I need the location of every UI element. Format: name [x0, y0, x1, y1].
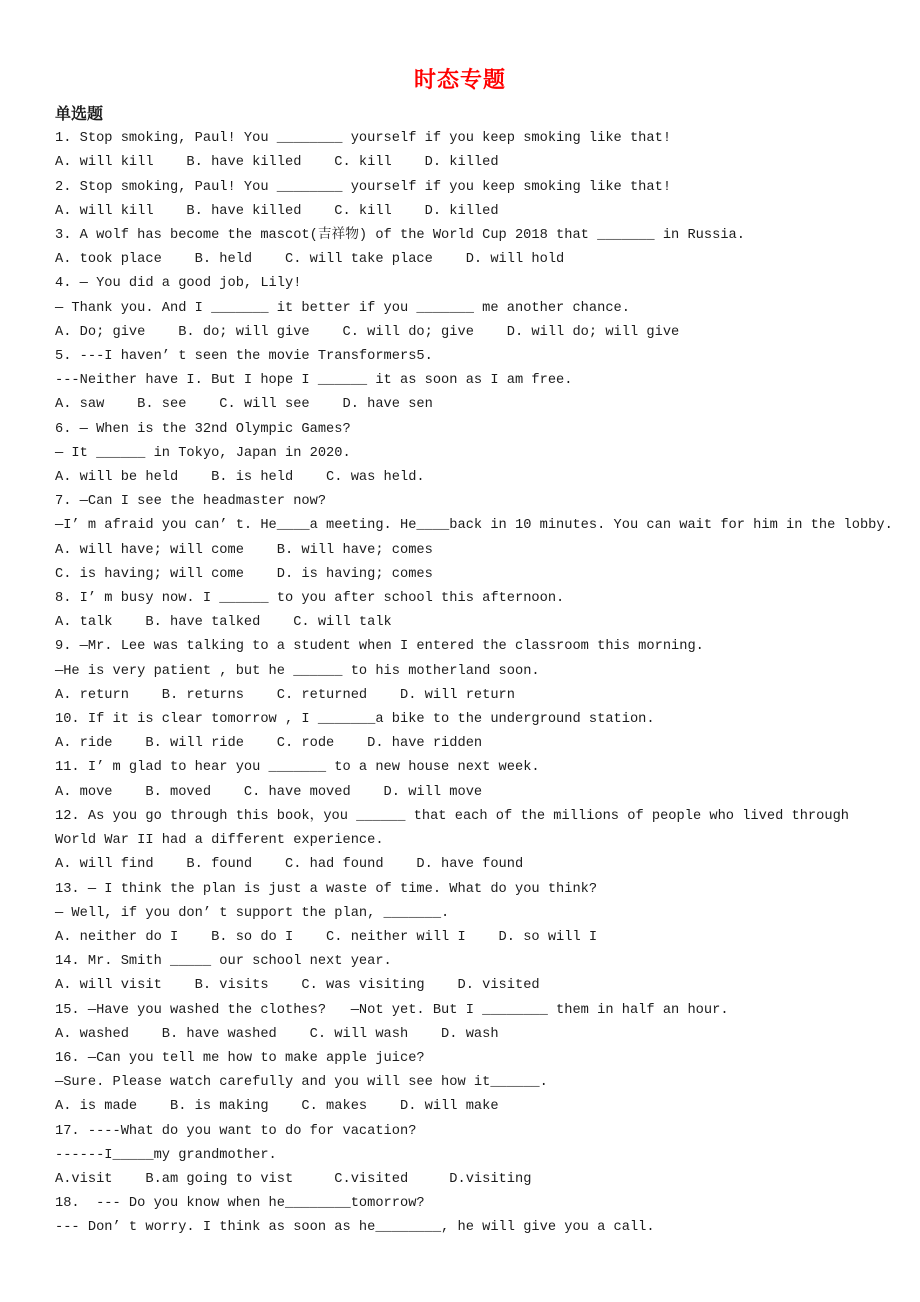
question-7-line-1: 7. —Can I see the headmaster now? [55, 494, 327, 510]
question-4-line-1: 4. — You did a good job, Lily! [55, 276, 302, 292]
question-11-line-1: 11. I’ m glad to hear you _______ to a new house next week. [55, 760, 540, 776]
question-1-line-2: A. will kill B. have killed C. kill D. killed [55, 155, 499, 171]
question-5-line-2: ---Neither have I. But I hope I ______ it as soon as I am free. [55, 373, 573, 389]
section-heading: 单选题 [55, 106, 104, 123]
question-1-line-1: 1. Stop smoking, Paul! You ________ yourself if you keep smoking like that! [55, 131, 672, 147]
page-title: 时态专题 [413, 67, 506, 92]
question-6-line-2: — It ______ in Tokyo, Japan in 2020. [55, 445, 351, 461]
question-17-line-2: ------I_____my grandmother. [55, 1147, 277, 1163]
question-9-line-3: A. return B. returns C. returned D. will return [55, 687, 515, 703]
question-7-line-4: C. is having; will come D. is having; comes [55, 566, 433, 582]
question-12-line-3: A. will find B. found C. had found D. have found [55, 857, 524, 873]
question-6-line-1: 6. — When is the 32nd Olympic Games? [55, 421, 351, 437]
question-12-line-2: World War II had a different experience. [55, 833, 384, 849]
question-17-line-3: A.visit B.am going to vist C.visited D.visiting [55, 1171, 532, 1187]
question-3-line-2: A. took place B. held C. will take place D. will hold [55, 252, 565, 268]
question-14-line-1: 14. Mr. Smith _____ our school next year. [55, 954, 392, 970]
question-3-line-1: 3. A wolf has become the mascot(吉祥物) of the World Cup 2018 that _______ in Russia. [55, 228, 745, 244]
question-11-line-2: A. move B. moved C. have moved D. will move [55, 784, 483, 800]
question-18-line-1: 18. --- Do you know when he________tomorrow? [55, 1196, 425, 1212]
question-2-line-1: 2. Stop smoking, Paul! You ________ yourself if you keep smoking like that! [55, 179, 672, 195]
question-9-line-1: 9. —Mr. Lee was talking to a student when I entered the classroom this morning. [55, 639, 704, 655]
question-6-line-3: A. will be held B. is held C. was held. [55, 470, 425, 486]
question-2-line-2: A. will kill B. have killed C. kill D. killed [55, 203, 499, 219]
question-15-line-1: 15. —Have you washed the clothes? —Not yet. But I ________ them in half an hour. [55, 1002, 729, 1018]
question-13-line-3: A. neither do I B. so do I C. neither will I D. so will I [55, 929, 598, 945]
question-12-line-1: 12. As you go through this book，you ______ that each of the millions of people who lived through [55, 808, 850, 824]
question-18-line-2: --- Don’ t worry. I think as soon as he________, he will give you a call. [55, 1220, 655, 1236]
question-9-line-2: —He is very patient , but he ______ to his motherland soon. [55, 663, 540, 679]
question-8-line-2: A. talk B. have talked C. will talk [55, 615, 392, 631]
question-7-line-3: A. will have; will come B. will have; comes [55, 542, 433, 558]
question-16-line-1: 16. —Can you tell me how to make apple juice? [55, 1050, 425, 1066]
question-4-line-3: A. Do; give B. do; will give C. will do; give D. will do; will give [55, 324, 680, 340]
question-16-line-2: —Sure. Please watch carefully and you will see how it______. [55, 1075, 548, 1091]
question-5-line-3: A. saw B. see C. will see D. have sen [55, 397, 433, 413]
question-5-line-1: 5. ---I haven’ t seen the movie Transformers5. [55, 349, 433, 365]
question-7-line-2: —I’ m afraid you can’ t. He____a meeting. He____back in 10 minutes. You can wait for him in the lobby. [55, 518, 893, 534]
question-16-line-3: A. is made B. is making C. makes D. will make [55, 1099, 499, 1115]
question-13-line-1: 13. — I think the plan is just a waste of time. What do you think? [55, 881, 598, 897]
question-14-line-2: A. will visit B. visits C. was visiting D. visited [55, 978, 540, 994]
question-4-line-2: — Thank you. And I _______ it better if you _______ me another chance. [55, 300, 630, 316]
document-body [55, 103, 915, 1241]
question-13-line-2: — Well, if you don’ t support the plan, _______. [55, 905, 450, 921]
question-10-line-1: 10. If it is clear tomorrow , I _______a bike to the underground station. [55, 712, 655, 728]
question-17-line-1: 17. ----What do you want to do for vacation? [55, 1123, 417, 1139]
question-15-line-2: A. washed B. have washed C. will wash D. wash [55, 1026, 499, 1042]
question-10-line-2: A. ride B. will ride C. rode D. have ridden [55, 736, 483, 752]
question-8-line-1: 8. I’ m busy now. I ______ to you after school this afternoon. [55, 591, 565, 607]
